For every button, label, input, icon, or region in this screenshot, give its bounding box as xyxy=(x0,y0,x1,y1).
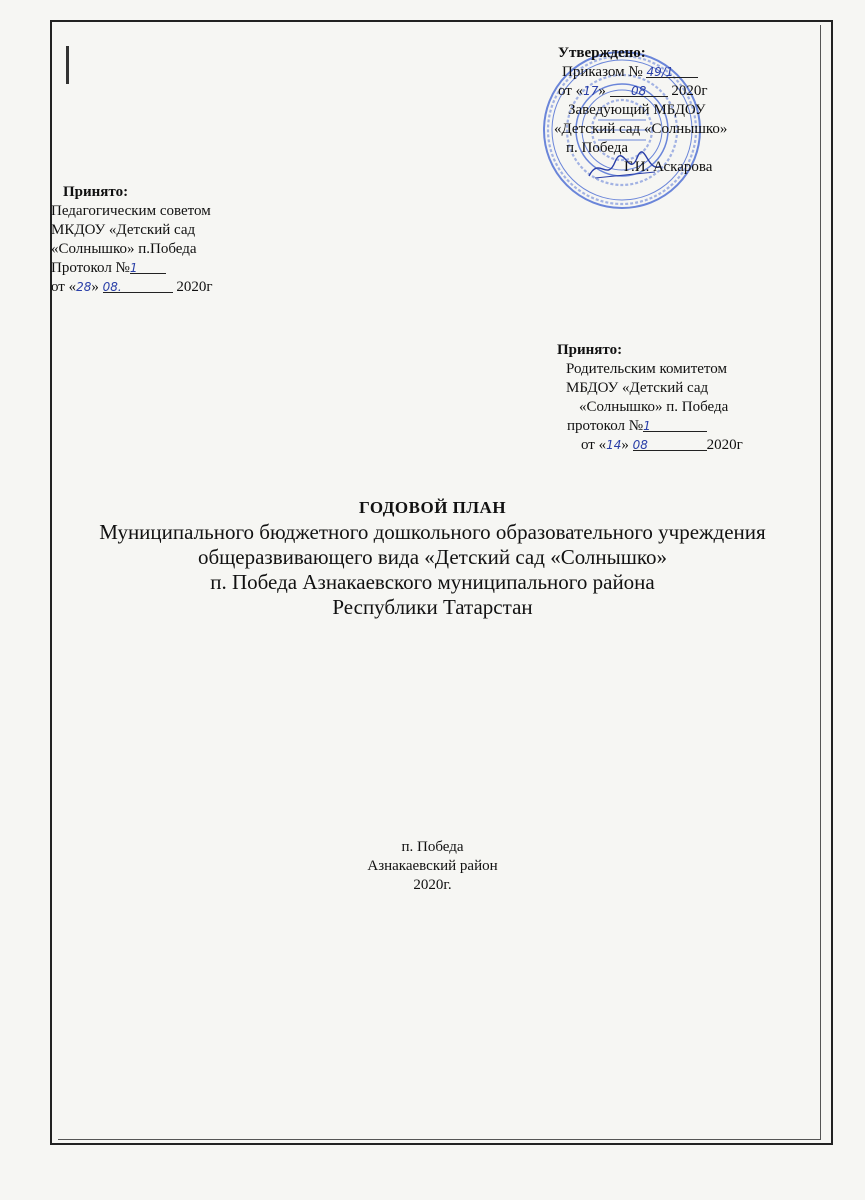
parent-committee-date-day: 14 xyxy=(606,438,622,452)
ped-council-line3: «Солнышко» п.Победа xyxy=(51,241,197,257)
approval-position: Заведующий МБДОУ xyxy=(568,102,706,118)
approval-heading: Утверждено: xyxy=(558,45,646,61)
parent-committee-date-month: 08 xyxy=(632,438,648,452)
scan-mark xyxy=(66,46,69,84)
parent-committee-block xyxy=(557,341,743,455)
ped-council-date-year: 2020г xyxy=(176,279,213,295)
parent-committee-date-prefix: от « xyxy=(581,437,607,453)
approval-block: Утверждено: Приказом № 49/1 от «17» 08 2020г Заведующий МБДОУ «Детский сад «Солнышко» п. Победа Г.И. Аскарова xyxy=(554,45,728,175)
approval-date-year: 2020г xyxy=(671,83,708,99)
parent-committee-protocol-field xyxy=(643,417,707,432)
parent-committee-date-year: 2020г xyxy=(706,437,743,453)
order-label: Приказом № xyxy=(562,64,643,80)
ped-council-protocol-field xyxy=(130,259,166,274)
footer-settlement: п. Победа xyxy=(401,839,464,855)
title-line1: Муниципального бюджетного дошкольного образовательного учреждения xyxy=(99,520,766,544)
parent-committee-heading: Принято: xyxy=(557,342,623,358)
parent-committee-date-sep: » xyxy=(621,437,629,453)
document-title xyxy=(50,496,815,620)
order-number-field xyxy=(646,63,698,78)
title-line2: общеразвивающего вида «Детский сад «Солнышко» xyxy=(197,545,668,569)
ped-council-heading: Принято: xyxy=(63,184,129,200)
ped-council-line1: Педагогическим советом xyxy=(51,203,211,219)
approval-signer: Г.И. Аскарова xyxy=(624,159,713,175)
ped-council-line2: МКДОУ «Детский сад xyxy=(51,222,196,238)
ped-council-date-month-field xyxy=(103,278,173,293)
parent-committee-line2: МБДОУ «Детский сад xyxy=(566,380,709,396)
parent-committee-protocol-label: протокол № xyxy=(567,418,644,434)
approval-date-month-field xyxy=(610,82,668,97)
order-number: 49/1 xyxy=(646,65,674,79)
document-footer xyxy=(50,838,815,895)
title-main: ГОДОВОЙ ПЛАН xyxy=(358,498,507,517)
footer-district: Азнакаевский район xyxy=(367,858,498,874)
ped-council-date-sep: » xyxy=(91,279,99,295)
approval-date-month: 08 xyxy=(631,84,647,98)
title-line4: Республики Татарстан xyxy=(332,595,533,619)
parent-committee-protocol-number: 1 xyxy=(643,419,651,433)
footer-year: 2020г. xyxy=(413,877,452,893)
approval-settlement: п. Победа xyxy=(566,140,629,156)
approval-date-prefix: от « xyxy=(558,83,584,99)
ped-council-block xyxy=(51,183,213,297)
ped-council-date-day: 28 xyxy=(76,280,92,294)
ped-council-date-month: 08. xyxy=(102,280,122,294)
ped-council-protocol-number: 1 xyxy=(129,261,138,275)
parent-committee-line3: «Солнышко» п. Победа xyxy=(579,399,729,415)
parent-committee-date-month-field xyxy=(633,436,707,451)
title-line3: п. Победа Азнакаевского муниципального района xyxy=(210,570,655,594)
ped-council-protocol-label: Протокол № xyxy=(51,260,130,276)
approval-date-day: 17 xyxy=(583,84,599,98)
approval-org: «Детский сад «Солнышко» xyxy=(554,121,728,137)
ped-council-date-prefix: от « xyxy=(51,279,77,295)
parent-committee-line1: Родительским комитетом xyxy=(566,361,727,377)
